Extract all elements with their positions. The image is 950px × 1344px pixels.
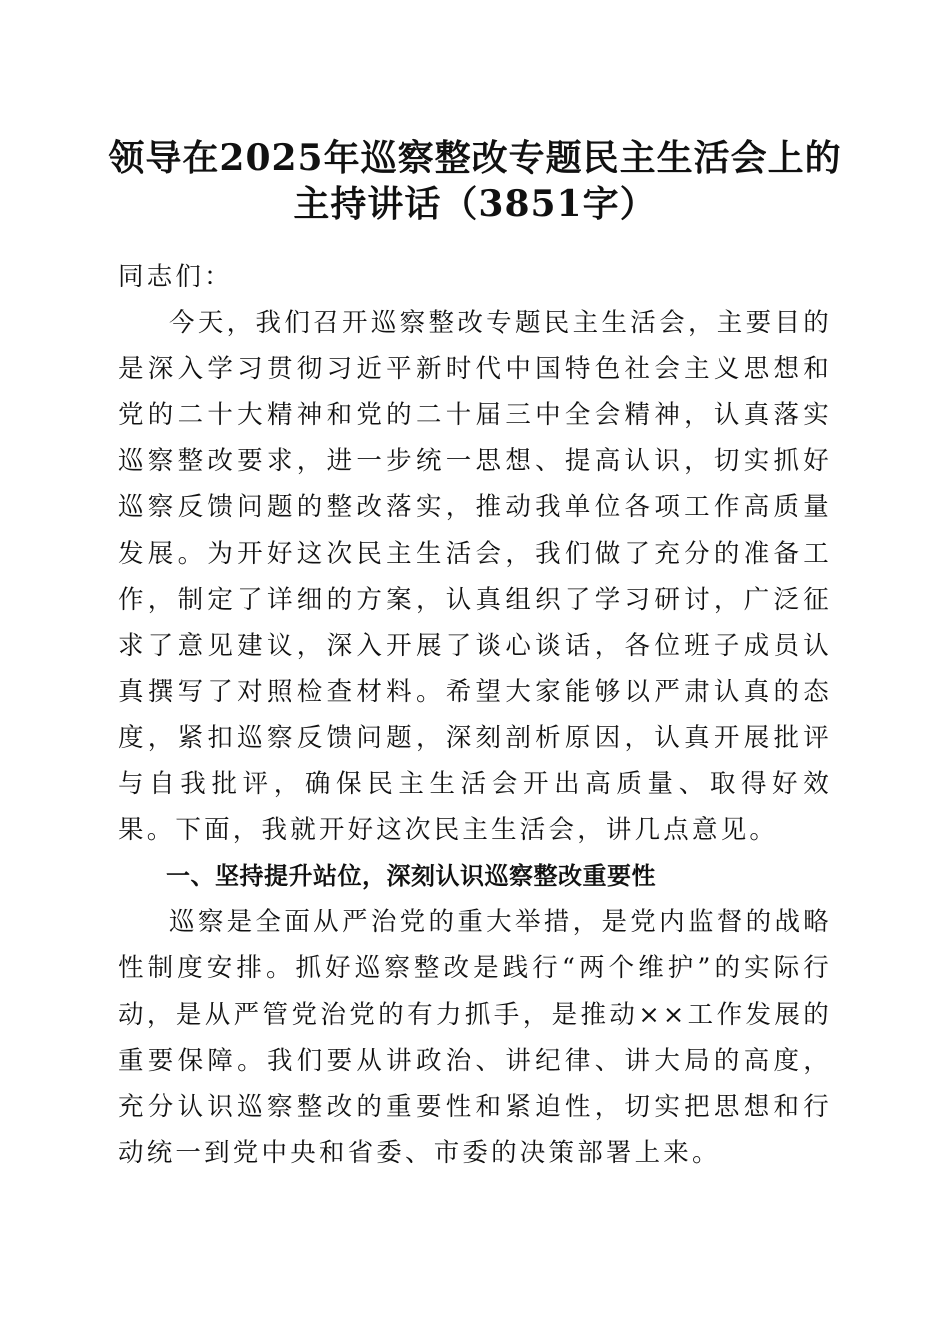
section-1-heading: 一、坚持提升站位，深刻认识巡察整改重要性	[166, 862, 656, 891]
document-body	[118, 254, 832, 1176]
section-1-paragraph: 巡察是全面从严治党的重大举措，是党内监督的战略性制度安排。抓好巡察整改是践行“两个维护”的实际行动，是从严管党治党的有力抓手，是推动××工作发展的重要保障。我们要从讲政治、讲纪律、讲大局的高度，充分认识巡察整改的重要性和紧迫性，切实把思想和行动统一到党中央和省委、市委的决策部署上来。	[118, 907, 832, 1168]
title-line-2: 主持讲话（3851字）	[293, 183, 657, 225]
title-line-1: 领导在2025年巡察整改专题民主生活会上的	[108, 137, 842, 179]
salutation: 同志们：	[118, 262, 233, 292]
intro-paragraph: 今天，我们召开巡察整改专题民主生活会，主要目的是深入学习贯彻习近平新时代中国特色社会主义思想和党的二十大精神和党的二十届三中全会精神，认真落实巡察整改要求，进一步统一思想、提高认识，切实抓好巡察反馈问题的整改落实，推动我单位各项工作高质量发展。为开好这次民主生活会，我们做了充分的准备工作，制定了详细的方案，认真组织了学习研讨，广泛征求了意见建议，深入开展了谈心谈话，各位班子成员认真撰写了对照检查材料。希望大家能够以严肃认真的态度，紧扣巡察反馈问题，深刻剖析原因，认真开展批评与自我批评，确保民主生活会开出高质量、取得好效果。下面，我就开好这次民主生活会，讲几点意见。	[118, 308, 832, 846]
document-title	[100, 135, 850, 227]
